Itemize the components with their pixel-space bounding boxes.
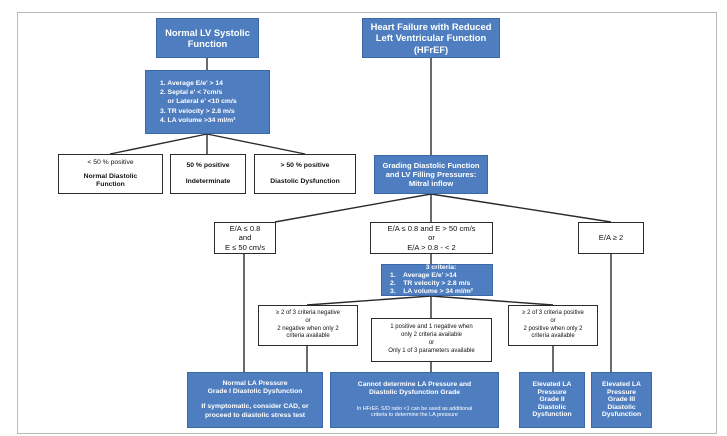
lt50-line3: Function xyxy=(96,181,125,189)
grading-box xyxy=(374,155,488,194)
criteria3-item-2: 2. TR velocity > 2.8 m/s xyxy=(390,280,471,287)
neg-line2: or xyxy=(305,317,311,324)
ea-low-line1: E/A ≤ 0.8 xyxy=(229,224,261,234)
hfref-box xyxy=(362,18,500,58)
ea-mid-line3: E/A > 0.8 - < 2 xyxy=(407,242,456,252)
ea-high-box xyxy=(578,222,644,254)
out-g2-line1: Elevated LA xyxy=(532,380,572,388)
gt50-line1: > 50 % positive xyxy=(280,162,330,170)
criteria4-item-1: 1. Average E/e' > 14 xyxy=(160,80,223,88)
eq50-line2: Indeterminate xyxy=(185,177,231,185)
ea-low-line3: E ≤ 50 cm/s xyxy=(224,242,266,252)
ea-high-line1: E/A ≥ 2 xyxy=(598,233,624,243)
criteria3-item-1: 1. Average E/e' >14 xyxy=(390,271,457,279)
hfref-line3: (HFrEF) xyxy=(413,43,449,55)
grading-line1: Grading Diastolic Function xyxy=(382,160,480,170)
three-criteria-box xyxy=(381,264,493,296)
out-g2-line4: Diastolic xyxy=(537,403,567,411)
gt50-line2: Diastolic Dysfunction xyxy=(270,177,340,185)
criteria-mixed-box xyxy=(371,318,492,362)
pos-line3: 2 positive when only 2 xyxy=(523,325,583,332)
out-g2-line2: Pressure xyxy=(537,388,567,396)
criteria4-item-4: 3. TR velocity > 2.8 m/s xyxy=(160,107,235,115)
less-than-50-box xyxy=(58,154,163,194)
criteria-positive-box xyxy=(508,305,598,346)
out-normal-line4: proceed to diastolic stress test xyxy=(204,411,306,419)
four-criteria-box xyxy=(145,70,270,134)
out-g2-line5: Dysfunction xyxy=(532,411,572,419)
out-g3-line1: Elevated LA xyxy=(602,380,641,388)
neg-line1: ≥ 2 of 3 criteria negative xyxy=(276,309,340,316)
ea-low-line2: and xyxy=(238,233,252,243)
out-g3-line4: Diastolic xyxy=(607,403,636,411)
normal-lv-line2: Function xyxy=(187,38,228,49)
pos-line2: or xyxy=(550,317,556,324)
grading-line3: Mitral inflow xyxy=(408,179,454,189)
criteria3-title: 3 criteria: xyxy=(425,263,457,271)
hfref-line1: Heart Failure with Reduced xyxy=(370,20,492,32)
out-g2-line3: Grade II xyxy=(539,396,565,404)
criteria4-item-2: 2. Septal e' < 7cm/s xyxy=(160,89,223,97)
criteria-negative-box xyxy=(258,305,358,346)
equal-50-box xyxy=(170,154,246,194)
outcome-cannot-determine-box xyxy=(330,372,499,428)
out-cannot-line1: Cannot determine LA Pressure and xyxy=(357,381,472,389)
criteria3-item-3: 3. LA volume > 34 ml/m² xyxy=(390,288,474,296)
neg-line3: 2 negative when only 2 xyxy=(277,325,339,332)
pos-line1: ≥ 2 of 3 criteria positive xyxy=(522,309,584,316)
eq50-line1: 50 % positive xyxy=(186,162,230,170)
mixed-line4: Only 1 of 3 parameters available xyxy=(388,347,475,354)
out-cannot-line4: criteria to determine the LA pressure xyxy=(371,412,458,419)
outcome-grade-iii-box xyxy=(591,372,652,428)
neg-line4: criteria available xyxy=(286,333,330,340)
ea-low-box xyxy=(214,222,276,254)
grading-line2: and LV Filling Pressures: xyxy=(385,169,477,179)
out-normal-line2: Grade I Diastolic Dysfunction xyxy=(207,388,303,396)
ea-mid-box xyxy=(370,222,493,254)
lt50-line1: < 50 % positive xyxy=(87,158,134,166)
outcome-grade-ii-box xyxy=(519,372,585,428)
criteria4-item-3: or Lateral e' <10 cm/s xyxy=(160,98,237,106)
out-normal-line1: Normal LA Pressure xyxy=(222,379,288,387)
criteria4-item-5: 4. LA volume >34 ml/m² xyxy=(160,116,236,124)
out-cannot-line2: Diastolic Dysfunction Grade xyxy=(368,389,461,397)
normal-lv-line1: Normal LV Systolic xyxy=(165,26,250,38)
out-g3-line2: Pressure xyxy=(606,388,637,396)
out-normal-line3: If symptomatic, consider CAD, or xyxy=(201,403,309,411)
ea-mid-line2: or xyxy=(428,233,435,243)
pos-line4: criteria available xyxy=(531,333,575,340)
mixed-line3: or xyxy=(428,340,435,346)
greater-than-50-box xyxy=(254,154,356,194)
out-g3-line5: Dysfunction xyxy=(601,411,642,419)
lt50-line2: Normal Diastolic xyxy=(83,172,138,180)
hfref-line2: Left Ventricular Function xyxy=(375,32,487,44)
normal-lv-systolic-box xyxy=(156,18,259,58)
out-g3-line3: Grade III xyxy=(607,396,636,404)
outcome-normal-la-box xyxy=(187,372,323,428)
mixed-line1: 1 positive and 1 negative when xyxy=(390,324,473,331)
ea-mid-line1: E/A ≤ 0.8 and E > 50 cm/s xyxy=(387,224,476,234)
out-cannot-line3: In HFrEF, S/D ratio <1 can be used as additional xyxy=(356,405,473,412)
mixed-line2: only 2 criteria available xyxy=(400,332,463,339)
